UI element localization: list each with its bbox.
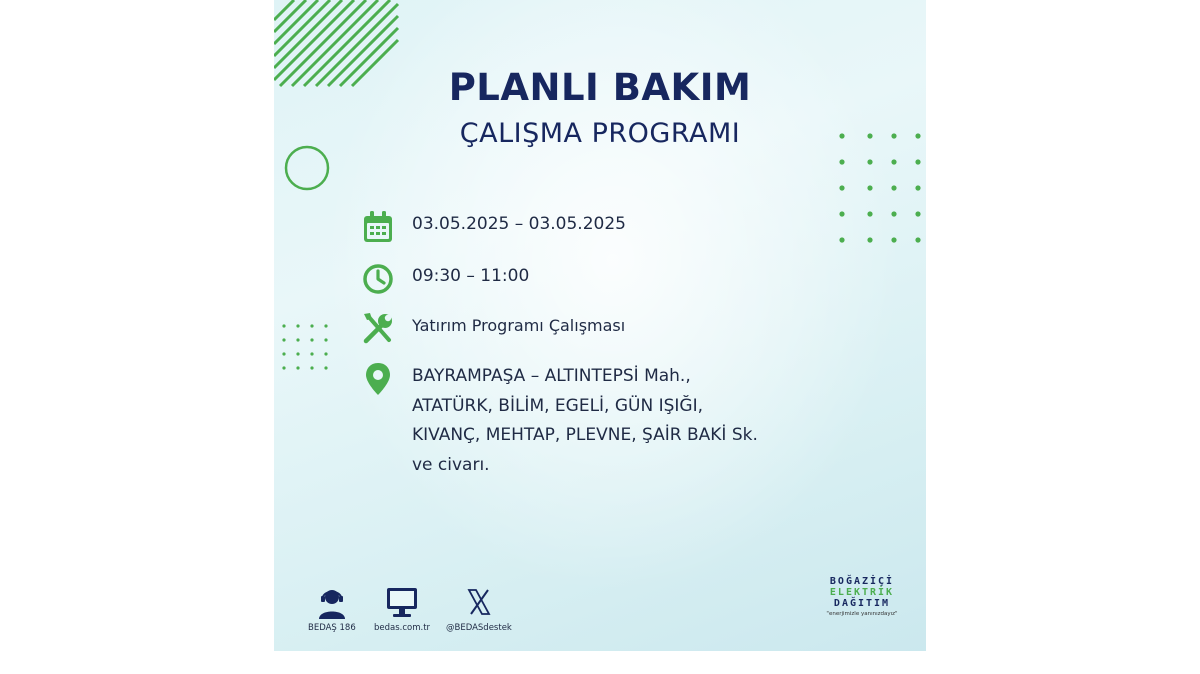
location-line: ATATÜRK, BİLİM, EGELİ, GÜN IŞIĞI, [412,395,704,416]
footer-phone [308,585,356,633]
headset-icon [313,585,351,619]
brand-line-2: ELEKTRİK [829,587,895,598]
location-line: KIVANÇ, MEHTAP, PLEVNE, ŞAİR BAKİ Sk. [412,425,758,445]
time-range-text: 09:30 – 11:00 [412,266,530,286]
footer-website-label: bedas.com.tr [374,623,431,633]
page-title: PLANLI BAKIM [448,66,752,109]
calendar-icon [362,210,394,244]
brand-logo [814,576,910,617]
date-range-text: 03.05.2025 – 03.05.2025 [412,214,626,234]
tools-icon [362,311,394,345]
decorative-dots-left [280,322,330,374]
brand-line-3: DAĞITIM [833,598,891,609]
location-row [362,362,812,480]
footer-website [374,585,430,633]
brand-line-1: BOĞAZİÇİ [829,576,895,587]
monitor-icon [383,585,421,619]
time-row [362,262,529,296]
work-type-text: Yatırım Programı Çalışması [412,316,626,335]
page-subtitle: ÇALIŞMA PROGRAMI [459,118,741,149]
footer-phone-label: BEDAŞ 186 [308,623,356,633]
clock-icon [362,262,394,296]
footer-social [446,585,512,633]
date-row [362,210,626,244]
location-text [412,362,812,480]
map-pin-icon [362,362,394,396]
location-line: BAYRAMPAŞA – ALTINTEPSİ Mah., [412,366,691,386]
location-line: ve civarı. [412,454,490,475]
decorative-ring [284,145,330,191]
brand-tagline: "enerjimizle yanınızdayız" [826,611,898,617]
footer-social-label: @BEDASdestek [446,623,512,633]
maintenance-notice-card [274,0,926,651]
x-logo-icon [460,585,498,619]
work-type-row [362,311,625,345]
